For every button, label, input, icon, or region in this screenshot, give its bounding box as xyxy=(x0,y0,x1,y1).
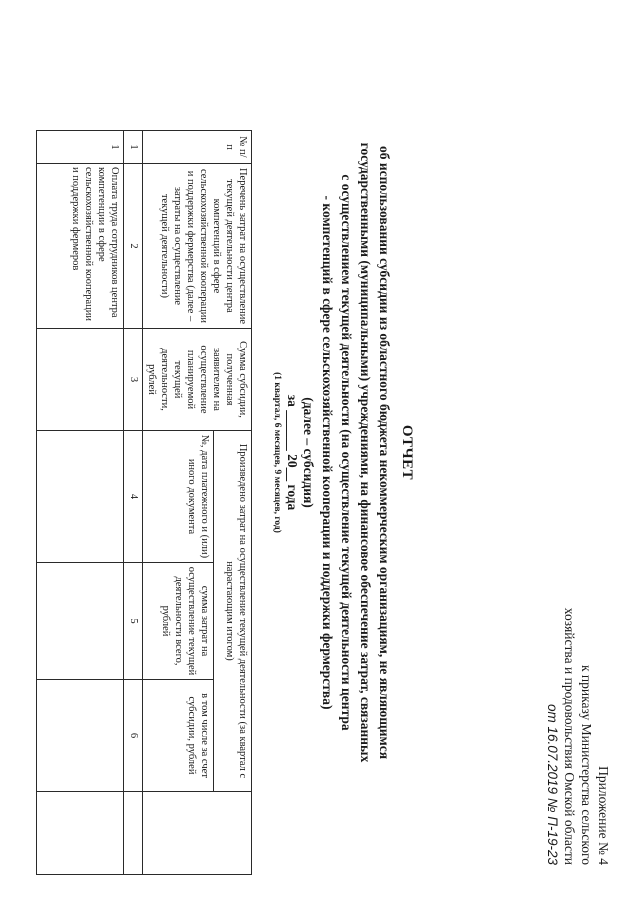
header-blank xyxy=(143,792,252,875)
row-cell xyxy=(37,431,124,563)
report-heading: ОТЧЕТ xyxy=(399,424,415,481)
table-row xyxy=(37,131,124,875)
index-cell: 2 xyxy=(124,164,143,329)
header-costs-incurred: Произведено затрат на осуществление текущей деятельности (за квартал с нарастающим итогом) xyxy=(213,431,251,792)
title-line-1: об использовании субсидии из областного бюджета некоммерческим организациям, не являющимся xyxy=(377,145,392,760)
title-line-3: с осуществлением текущей деятельности (на осуществление текущей деятельности центра xyxy=(339,174,354,731)
report-period: за ______ 20__ года xyxy=(285,394,300,511)
row-cost-name: Оплата труда сотрудников центра компетенции в сфере сельскохозяйственной кооперации и поддержки фермеров xyxy=(37,164,124,329)
appendix-ministry-line: хозяйства и продовольствия Омской области xyxy=(562,607,577,865)
header-subsidy-part: в том числе за счет субсидии, рублей xyxy=(143,680,214,792)
table-header-row xyxy=(213,131,251,875)
row-num: 1 xyxy=(37,131,124,164)
row-cell xyxy=(37,792,124,875)
title-line-2: государственными (муниципальными) учреждениями, на финансовое обеспечение затрат, связанных xyxy=(358,142,373,763)
title-line-5: (далее – субсидия) xyxy=(301,397,316,508)
index-cell: 3 xyxy=(124,329,143,431)
header-num: № п/п xyxy=(143,131,252,164)
report-title-body xyxy=(299,0,394,905)
header-total-sum: сумма затрат на осуществление текущей деятельности всего, рублей xyxy=(143,563,214,680)
row-cell xyxy=(37,329,124,431)
index-cell: 1 xyxy=(124,131,143,164)
report-period-note: (1 квартал, 6 месяцев, 9 месяцев, год) xyxy=(272,372,282,533)
appendix-order-line: к приказу Министерства сельского xyxy=(579,664,594,865)
table-index-row xyxy=(124,131,143,875)
index-cell-blank xyxy=(124,792,143,875)
row-cell xyxy=(37,680,124,792)
report-table xyxy=(36,130,252,875)
header-document: №, дата платежного и (или) иного документа xyxy=(143,431,214,563)
appendix-header xyxy=(544,485,612,865)
index-cell: 4 xyxy=(124,431,143,563)
row-cell xyxy=(37,563,124,680)
appendix-date-number: от 16.07.2019 № П-19-23 xyxy=(545,704,560,865)
index-cell: 6 xyxy=(124,680,143,792)
index-cell: 5 xyxy=(124,563,143,680)
header-subsidy-amount: Сумма субсидии, полученная заявителем на осуществление планируемой текущей деятельности, рублей xyxy=(143,329,252,431)
appendix-number: Приложение № 4 xyxy=(596,766,611,865)
header-cost-list: Перечень затрат на осуществление текущей деятельности центра компетенций в сфере сельскохозяйственной кооперации и поддержки фермерства (далее – затраты на осуществление текущей деятельности) xyxy=(143,164,252,329)
title-line-4: - компетенций в сфере сельскохозяйственной кооперации и поддержки фермерства) xyxy=(320,195,335,710)
